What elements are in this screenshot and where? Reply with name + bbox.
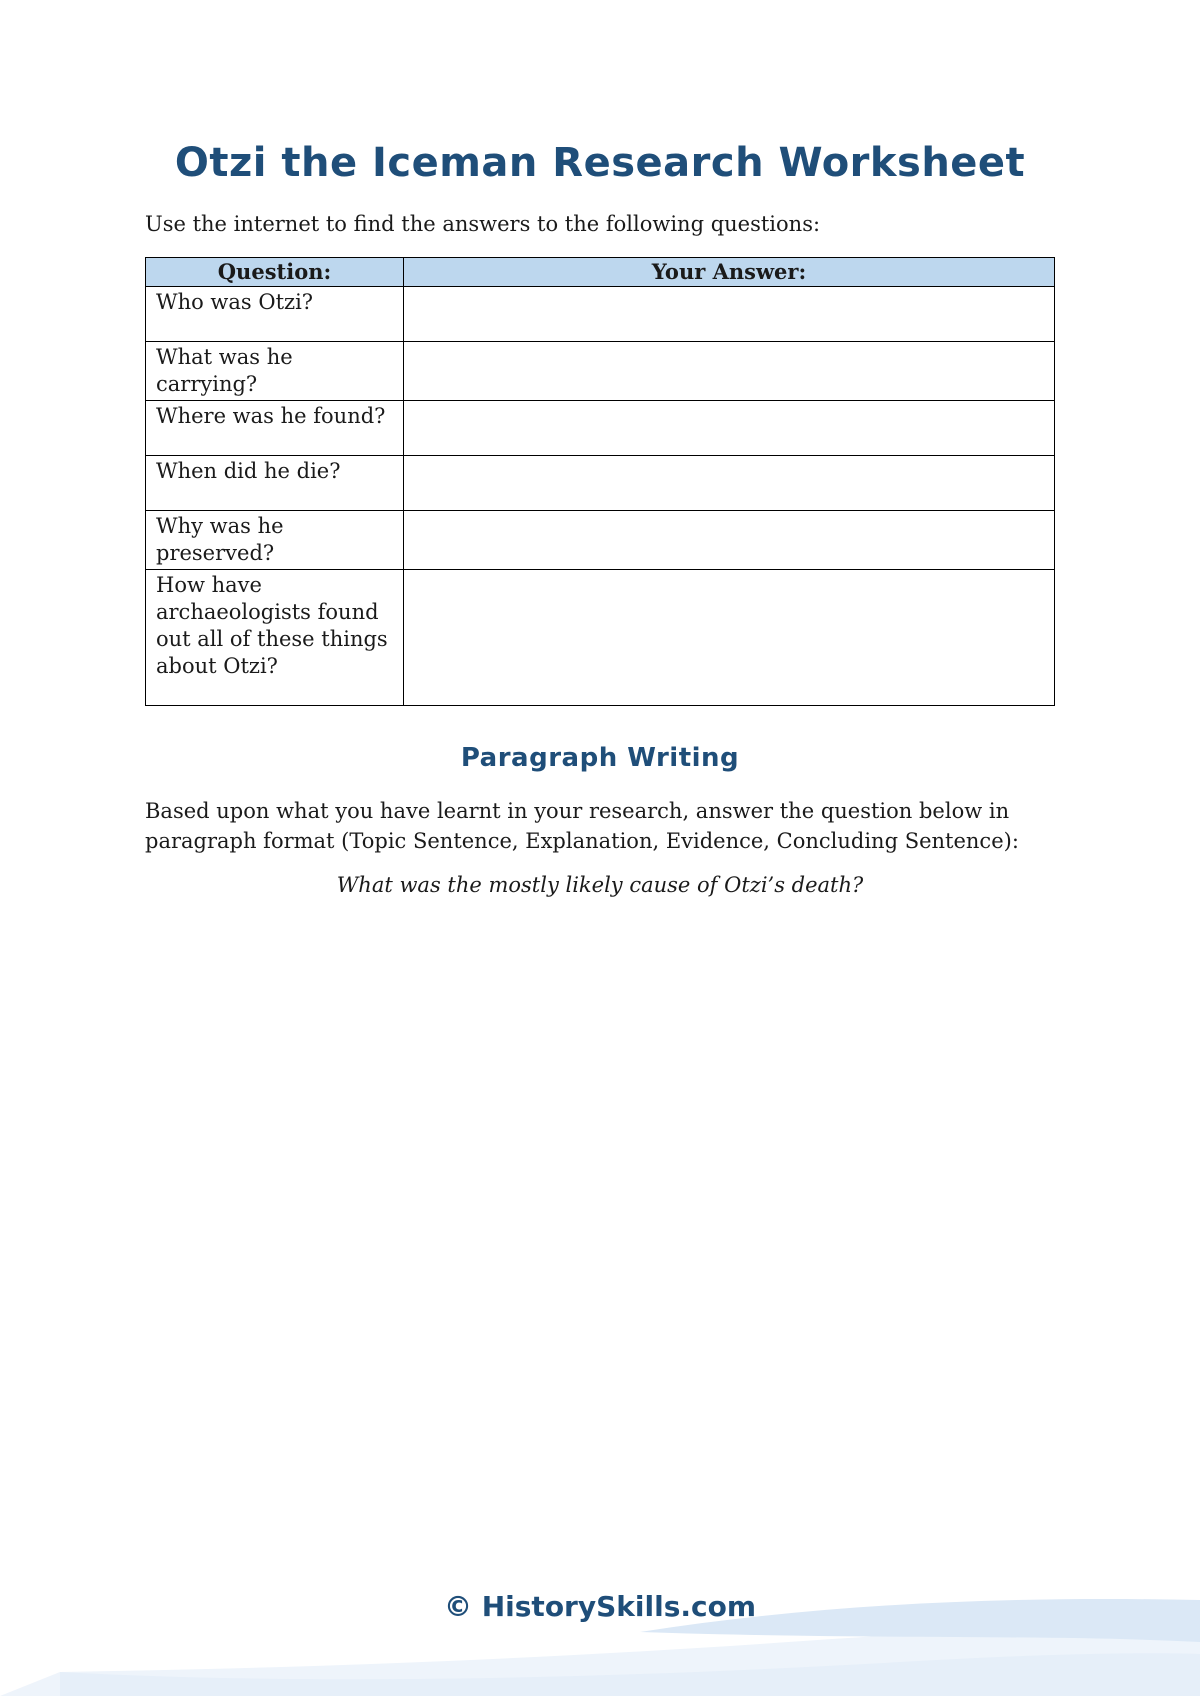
table-row: [146, 287, 1055, 342]
copyright-footer: © HistorySkills.com: [443, 1590, 757, 1623]
answer-cell[interactable]: [404, 401, 1055, 456]
essay-prompt: What was the mostly likely cause of Otzi’s death?: [336, 873, 864, 897]
table-header-row: [146, 258, 1055, 287]
answer-cell[interactable]: [404, 287, 1055, 342]
question-cell: What was he carrying?: [146, 342, 404, 401]
table-row: [146, 456, 1055, 511]
answer-cell[interactable]: [404, 456, 1055, 511]
question-header: Question:: [146, 258, 404, 287]
question-cell: When did he die?: [146, 456, 404, 511]
question-table: [145, 257, 1055, 706]
intro-text: Use the internet to find the answers to the following questions:: [145, 212, 821, 236]
question-cell: How have archaeologists found out all of these things about Otzi?: [146, 570, 404, 706]
footer-wave: [0, 1560, 1200, 1696]
answer-cell[interactable]: [404, 570, 1055, 706]
table-row: [146, 401, 1055, 456]
question-cell: Who was Otzi?: [146, 287, 404, 342]
answer-cell[interactable]: [404, 511, 1055, 570]
table-row: [146, 570, 1055, 706]
answer-cell[interactable]: [404, 342, 1055, 401]
question-cell: Why was he preserved?: [146, 511, 404, 570]
table-row: [146, 342, 1055, 401]
question-cell: Where was he found?: [146, 401, 404, 456]
answer-header: Your Answer:: [404, 258, 1055, 287]
instructions-paragraph: Based upon what you have learnt in your research, answer the question below in paragraph format (Topic Sentence, Explanation, Evidence, Concluding Sentence):: [145, 799, 1019, 853]
section-title: Paragraph Writing: [460, 743, 740, 773]
table-row: [146, 511, 1055, 570]
page-title: Otzi the Iceman Research Worksheet: [174, 140, 1026, 186]
